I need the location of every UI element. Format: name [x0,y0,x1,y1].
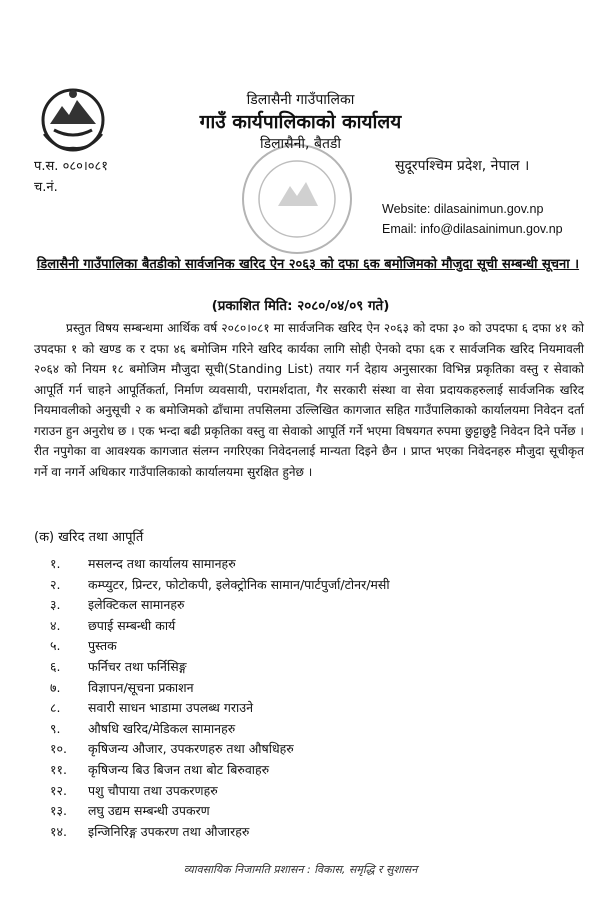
item-number: १४. [50,823,67,839]
item-label: सवारी साधन भाडामा उपलब्ध गराउने [88,700,254,716]
list-item [50,699,390,720]
item-label: पुस्तक [88,638,117,654]
notice-body: प्रस्तुत विषय सम्बन्धमा आर्थिक वर्ष २०८०।०८१ मा सार्वजनिक खरिद ऐन २०६३ को दफा ३० को उपदफा ६ दफा ४१ को उपदफा १ को खण्ड क र दफा ४६ बमोजिम गरिने खरिद कार्यका लागि सोही ऐनको दफा ६क र सार्वजनिक खरिद नियमावली २०६४ को नियम १८ बमोजिम मौजुदा सूची(Standing List) तयार गर्न देहाय अनुसारका विभिन्न प्रकृतिका वस्तु र सेवाको आपूर्ति गर्न चाहने आपूर्तिकर्ता, निर्माण व्यवसायी, परामर्शदाता, गैर सरकारी संस्था वा सेवा प्रदायकहरुलाई सार्वजनिक खरिद नियमावलीको अनुसूची २ क बमोजिमको ढाँचामा तपसिलमा उल्लिखित कागजात सहित गाउँपालिकाको कार्यालयमा निवेदन दर्ता गराउन हुन अनुरोध छ । एक भन्दा बढी प्रकृतिका वस्तु वा सेवाको आपूर्ति गर्ने भएमा विषयगत रुपमा छुट्टाछुट्टै निवेदन दिने पर्नेछ । रीत नपुगेका वा आवश्यक कागजात संलग्न नगरिएका निवेदनलाई मान्यता दिइने छैन । प्राप्त भएका निवेदनहरु मौजुदा सूचीकृत गर्ने वा नगर्ने अधिकार गाउँपालिकाको कार्यालयमा सुरक्षित हुनेछ । [34,321,584,479]
item-number: ४. [50,617,61,633]
item-label: इलेक्टिकल सामानहरु [88,597,185,613]
item-number: १२. [50,782,67,798]
notice-title: डिलासैनी गाउँपालिका बैतडीको सार्वजनिक खरिद ऐन २०६३ को दफा ६क बमोजिमको मौजुदा सूची सम्बन्धी सूचना । [36,257,580,272]
list-item [50,637,390,658]
province-name: सुदूरपश्चिम प्रदेश, नेपाल । [395,158,530,174]
published-date: (प्रकाशित मिति: २०८०/०४/०९ गते) [211,298,390,314]
item-label: कम्प्युटर, प्रिन्टर, फोटोकपी, इलेक्ट्रोनिक सामान/पार्टपुर्जा/टोनर/मसी [88,576,390,592]
item-number: २. [50,576,61,592]
office-location: डिलासैनी, बैतडी [259,136,342,152]
item-number: १. [50,556,61,571]
item-number: १३. [50,803,67,819]
website-text: Website: dilasainimun.gov.np [382,202,544,216]
list-item [50,720,390,741]
item-label: औषधि खरिद/मेडिकल सामानहरु [88,720,236,736]
reference-number: प.स. ०८०।०८१ [34,159,109,174]
item-number: ७. [50,679,61,695]
list-item [50,576,390,597]
item-label: कृषिजन्य बिउ बिजन तथा बोट बिरुवाहरु [88,761,270,777]
list-item [50,679,390,700]
section-heading: (क) खरिद तथा आपूर्ति [34,530,144,545]
item-number: ११. [50,761,67,777]
list-item [50,596,390,617]
list-item [50,617,390,638]
office-name: गाउँ कार्यपालिकाको कार्यालय [199,111,402,133]
list-item [50,802,390,823]
item-number: ८. [50,700,61,716]
item-number: ९. [50,720,61,736]
item-label: विज्ञापन/सूचना प्रकाशन [88,679,194,695]
list-item [50,740,390,761]
item-label: इन्जिनिरिङ्ग उपकरण तथा औजारहरु [88,823,250,839]
item-label: फर्निचर तथा फर्निसिङ्ग [88,658,187,674]
list-item [50,823,390,844]
item-number: ३. [50,597,61,613]
item-label: पशु चौपाया तथा उपकरणहरु [88,782,218,798]
municipality-name: डिलासैनी गाउँपालिका [246,92,355,108]
list-item [50,658,390,679]
list-item [50,782,390,803]
item-number: ६. [50,658,61,674]
list-item [50,761,390,782]
item-label: छपाई सम्बन्धी कार्य [88,617,176,633]
dispatch-number: च.नं. [34,180,58,195]
footer-motto: व्यावसायिक निजामति प्रशासन : विकास, समृद्धि र सुशासन [183,863,418,876]
list-item [50,555,390,576]
item-number: ५. [50,638,61,654]
email-text: Email: info@dilasainimun.gov.np [382,222,563,236]
item-label: मसलन्द तथा कार्यालय सामानहरु [88,556,236,571]
item-label: लघु उद्यम सम्बन्धी उपकरण [88,803,210,819]
item-label: कृषिजन्य औजार, उपकरणहरु तथा औषधिहरु [88,741,294,757]
procurement-list [50,555,390,843]
office-seal-stamp-icon [238,140,356,258]
item-number: १०. [50,741,67,757]
